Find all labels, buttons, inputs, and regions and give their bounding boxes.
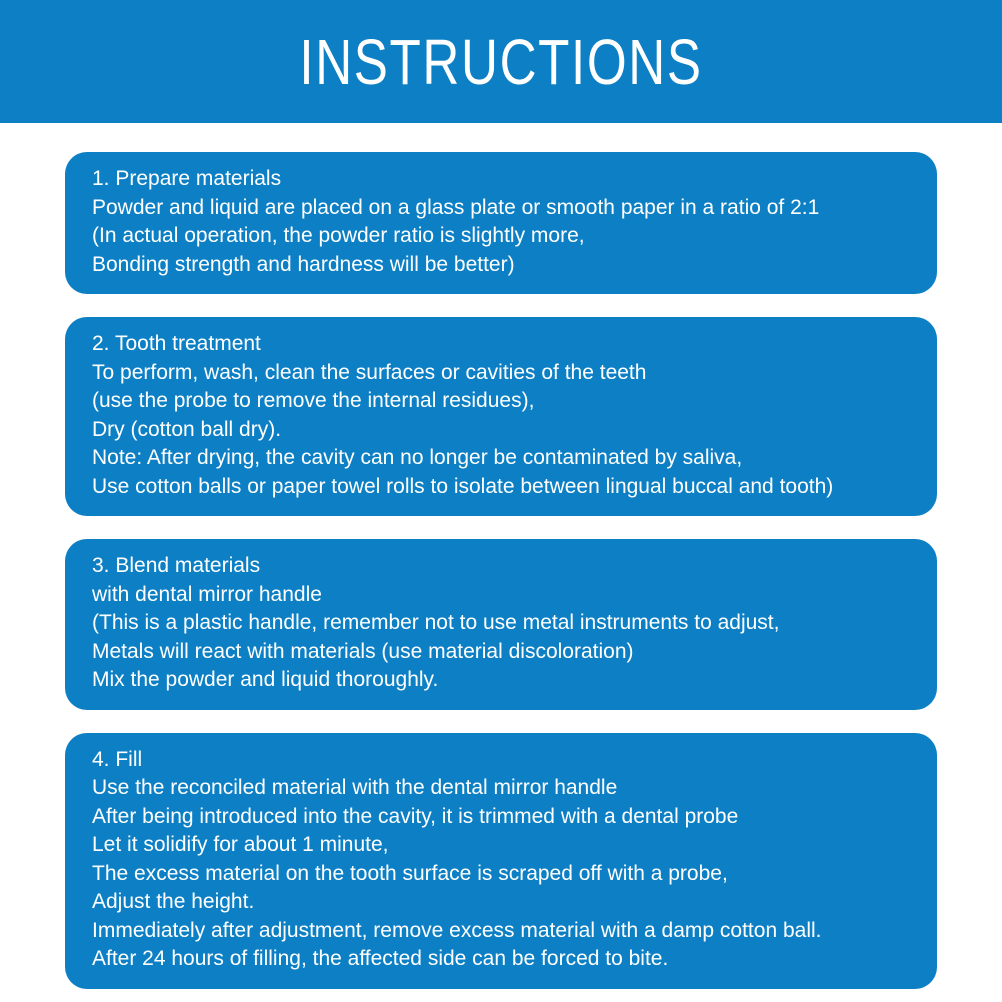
instruction-steps bbox=[65, 152, 937, 989]
step-card-fill bbox=[65, 733, 937, 989]
step-card-prepare-materials bbox=[65, 152, 937, 294]
step-line: Note: After drying, the cavity can no longer be contaminated by saliva, bbox=[92, 446, 743, 469]
step-line: Use cotton balls or paper towel rolls to isolate between lingual buccal and tooth) bbox=[92, 474, 834, 498]
step-card-tooth-treatment bbox=[65, 317, 937, 516]
step-line: The excess material on the tooth surface is scraped off with a probe, bbox=[92, 861, 728, 885]
step-line: Let it solidify for about 1 minute, bbox=[92, 833, 389, 856]
step-line: Dry (cotton ball dry). bbox=[92, 417, 282, 441]
step-line: To perform, wash, clean the surfaces or cavities of the teeth bbox=[92, 360, 647, 384]
step-line: Mix the powder and liquid thoroughly. bbox=[92, 668, 439, 691]
step-title: 4. Fill bbox=[92, 747, 143, 771]
step-title: 1. Prepare materials bbox=[92, 167, 282, 190]
step-line: Powder and liquid are placed on a glass plate or smooth paper in a ratio of 2:1 bbox=[92, 195, 820, 219]
step-line: After being introduced into the cavity, it is trimmed with a dental probe bbox=[92, 804, 739, 828]
step-line: with dental mirror handle bbox=[92, 582, 322, 606]
page-title: INSTRUCTIONS bbox=[299, 25, 703, 98]
step-line: Adjust the height. bbox=[92, 890, 255, 913]
step-line: After 24 hours of filling, the affected side can be forced to bite. bbox=[92, 947, 669, 970]
step-card-blend-materials bbox=[65, 539, 937, 710]
step-line: Use the reconciled material with the dental mirror handle bbox=[92, 776, 618, 799]
step-line: Immediately after adjustment, remove excess material with a damp cotton ball. bbox=[92, 918, 822, 942]
header-banner bbox=[0, 0, 1002, 123]
step-line: (In actual operation, the powder ratio is slightly more, bbox=[92, 224, 585, 247]
step-title: 2. Tooth treatment bbox=[92, 332, 261, 355]
step-line: Bonding strength and hardness will be better) bbox=[92, 252, 515, 276]
step-title: 3. Blend materials bbox=[92, 554, 261, 577]
step-line: Metals will react with materials (use material discoloration) bbox=[92, 639, 634, 663]
step-line: (use the probe to remove the internal residues), bbox=[92, 389, 535, 412]
step-line: (This is a plastic handle, remember not to use metal instruments to adjust, bbox=[92, 611, 780, 634]
